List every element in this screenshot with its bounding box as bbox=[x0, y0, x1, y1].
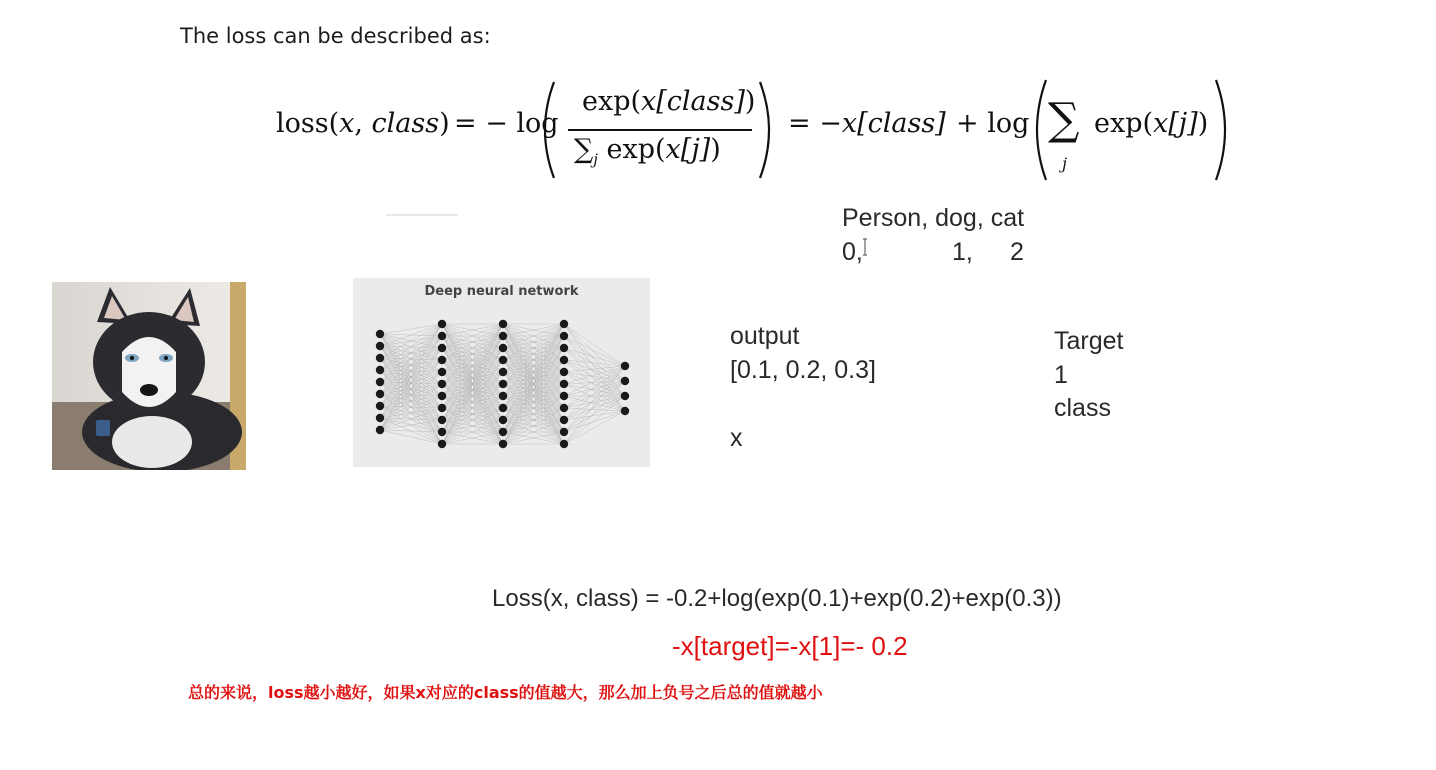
network-node bbox=[560, 428, 568, 436]
class-index-1: 1, bbox=[952, 238, 973, 266]
network-node bbox=[499, 416, 507, 424]
network-node bbox=[438, 320, 446, 328]
network-node bbox=[560, 392, 568, 400]
network-node bbox=[560, 380, 568, 388]
network-edge bbox=[564, 372, 625, 396]
network-node bbox=[376, 366, 384, 374]
network-edge bbox=[564, 381, 625, 408]
network-node bbox=[438, 356, 446, 364]
network-node bbox=[560, 416, 568, 424]
network-node bbox=[621, 362, 629, 370]
neural-network-diagram bbox=[353, 278, 650, 467]
network-node bbox=[376, 426, 384, 434]
network-graph bbox=[353, 278, 650, 467]
network-edge bbox=[380, 430, 442, 444]
network-edge bbox=[380, 336, 442, 430]
network-node bbox=[438, 344, 446, 352]
network-node bbox=[376, 378, 384, 386]
network-node bbox=[499, 332, 507, 340]
network-node bbox=[376, 414, 384, 422]
network-node bbox=[499, 344, 507, 352]
sum-symbol: ∑ bbox=[1048, 94, 1080, 145]
network-edge bbox=[564, 336, 625, 366]
network-node bbox=[438, 416, 446, 424]
network-node bbox=[560, 368, 568, 376]
network-edge bbox=[564, 366, 625, 420]
network-node bbox=[376, 330, 384, 338]
network-edge bbox=[564, 366, 625, 372]
right-paren-1 bbox=[756, 80, 780, 180]
loss-formula bbox=[276, 78, 1236, 186]
target-label: Target bbox=[1054, 327, 1124, 355]
network-node bbox=[438, 404, 446, 412]
network-node bbox=[376, 402, 384, 410]
sum-body: exp(x[j]) bbox=[1094, 108, 1209, 139]
network-node bbox=[560, 332, 568, 340]
network-node bbox=[621, 377, 629, 385]
network-node bbox=[499, 380, 507, 388]
network-node bbox=[560, 344, 568, 352]
network-edge bbox=[380, 360, 442, 430]
network-node bbox=[438, 380, 446, 388]
formula-rhs: = −x[class] bbox=[788, 108, 946, 139]
sum-index: j bbox=[1062, 154, 1067, 173]
output-var: x bbox=[730, 424, 743, 452]
husky-dog-photo bbox=[52, 282, 246, 470]
network-node bbox=[438, 332, 446, 340]
loss-example: Loss(x, class) = -0.2+log(exp(0.1)+exp(0.2)+exp(0.3)) bbox=[492, 585, 1062, 612]
network-node bbox=[438, 428, 446, 436]
page-heading: The loss can be described as: bbox=[180, 24, 491, 48]
network-node bbox=[621, 407, 629, 415]
network-node bbox=[560, 320, 568, 328]
network-edge bbox=[564, 408, 625, 411]
network-node bbox=[499, 404, 507, 412]
network-edge bbox=[564, 396, 625, 408]
faint-divider bbox=[386, 214, 458, 216]
right-paren-2 bbox=[1212, 78, 1236, 182]
network-node bbox=[560, 440, 568, 448]
chinese-note: 总的来说，loss越小越好，如果x对应的class的值越大，那么加上负号之后总的值就越小 bbox=[188, 683, 823, 702]
network-edge bbox=[564, 396, 625, 444]
red-target-expression: -x[target]=-x[1]=- 0.2 bbox=[672, 631, 908, 661]
formula-plus-log: + log bbox=[956, 108, 1030, 139]
network-node bbox=[499, 428, 507, 436]
network-node bbox=[499, 440, 507, 448]
class-index-0: 0, bbox=[842, 238, 863, 266]
network-edge bbox=[564, 366, 625, 432]
formula-lhs: loss(x, class) bbox=[276, 108, 450, 139]
network-title: Deep neural network bbox=[424, 284, 579, 299]
network-node bbox=[499, 356, 507, 364]
network-node bbox=[438, 392, 446, 400]
fraction-numerator: exp(x[class]) bbox=[582, 86, 756, 117]
network-node bbox=[560, 404, 568, 412]
network-node bbox=[499, 392, 507, 400]
class-index-2: 2 bbox=[1010, 238, 1024, 266]
network-node bbox=[499, 368, 507, 376]
fraction-denominator: $\sum_j$ exp(x[j]) bbox=[574, 134, 721, 169]
left-paren-1 bbox=[534, 80, 558, 180]
text-cursor-icon bbox=[862, 238, 868, 256]
network-node bbox=[376, 390, 384, 398]
output-label: output bbox=[730, 322, 800, 350]
network-edge bbox=[564, 384, 625, 411]
network-edge bbox=[564, 384, 625, 396]
class-names: Person, dog, cat bbox=[842, 204, 1025, 232]
network-node bbox=[560, 356, 568, 364]
network-node bbox=[621, 392, 629, 400]
output-values: [0.1, 0.2, 0.3] bbox=[730, 356, 876, 384]
network-node bbox=[376, 342, 384, 350]
network-node bbox=[438, 440, 446, 448]
network-edge bbox=[564, 396, 625, 420]
network-node bbox=[499, 320, 507, 328]
network-edge bbox=[564, 411, 625, 444]
left-paren-2 bbox=[1026, 78, 1050, 182]
fraction-bar bbox=[568, 129, 752, 131]
target-value: 1 bbox=[1054, 361, 1068, 389]
formula-eq-neg-log: = − log bbox=[454, 108, 559, 139]
target-var: class bbox=[1054, 394, 1111, 422]
network-node bbox=[438, 368, 446, 376]
network-node bbox=[376, 354, 384, 362]
